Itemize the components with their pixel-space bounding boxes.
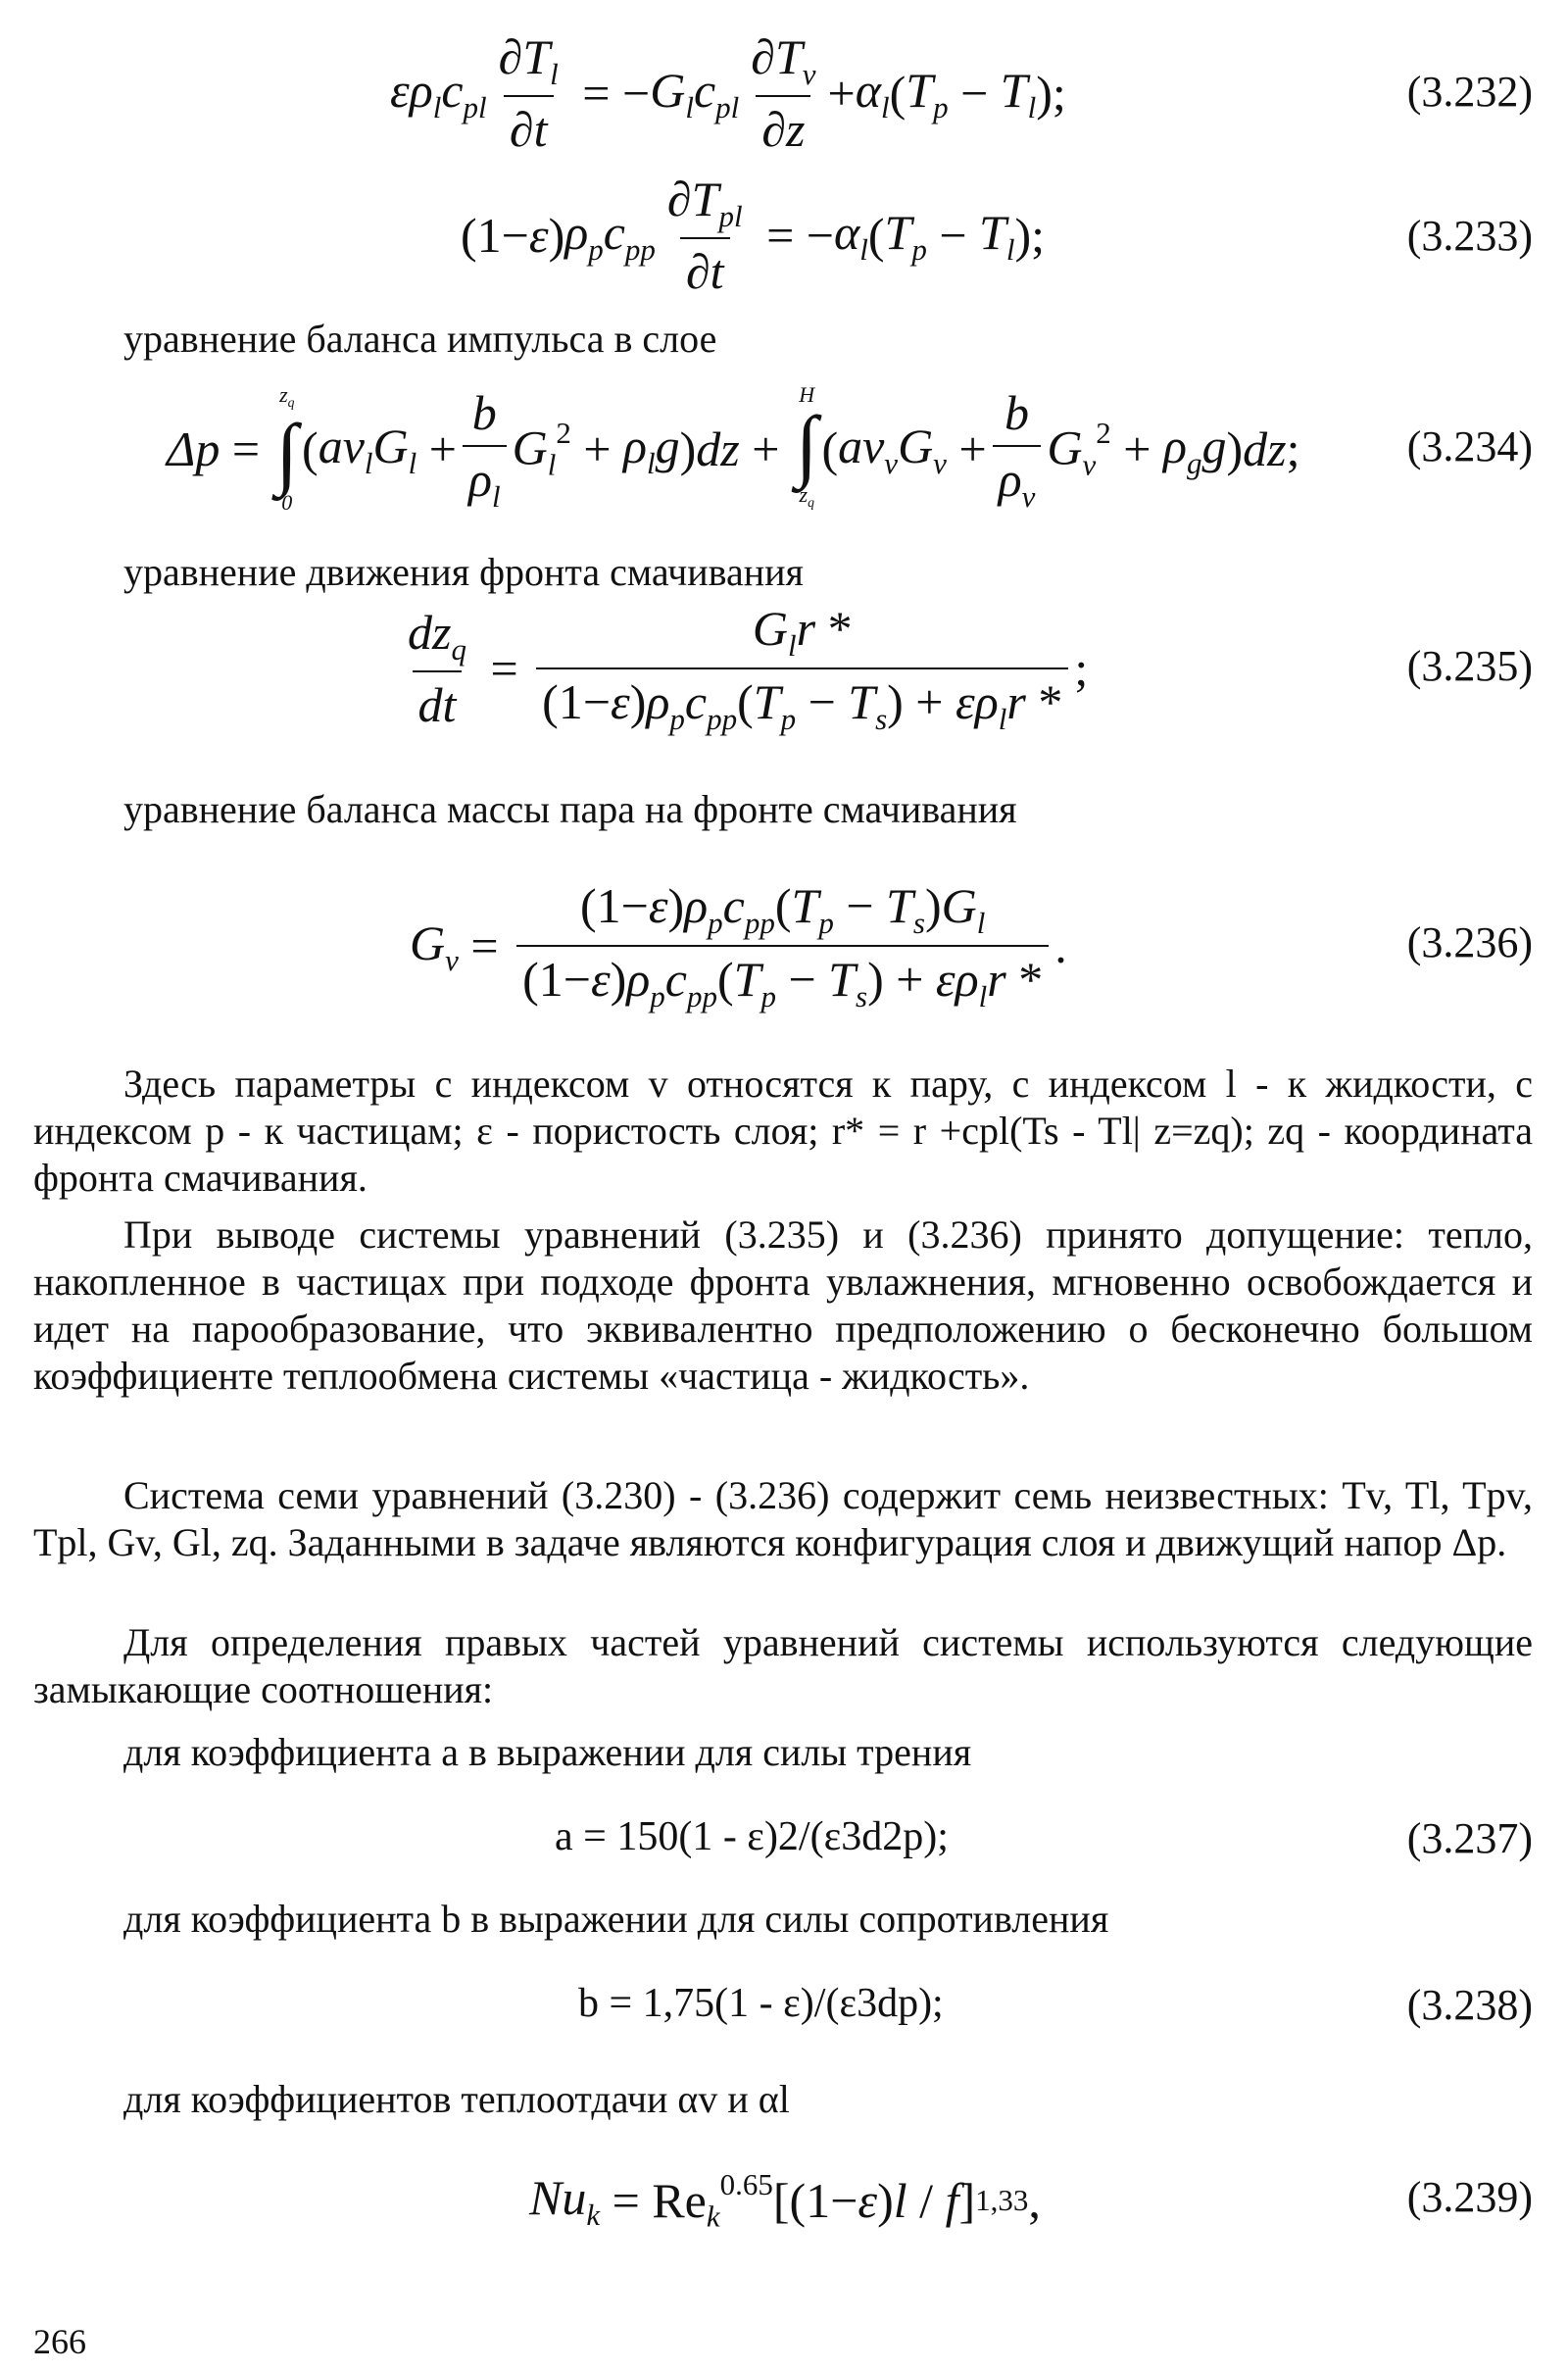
equation-number: (3.237) bbox=[1406, 1814, 1533, 1862]
paragraph-system bbox=[33, 1472, 1533, 1566]
equation-number: (3.234) bbox=[1406, 422, 1533, 470]
equation-number: (3.235) bbox=[1406, 642, 1533, 690]
equation-3-234: Δp = $z_q$ ∫ 0 ( $av_lG_l$ + $\frac{b}{\rho_l}$ $G_l^2$ + $\rho_lg$ ) dz + H ∫ $z_q$ ( $av_vG_v$ + $\frac{b}{\rho_v}$ $G_v^2$ + $\rho_gg$ ) dz ; (3.234) bbox=[167, 382, 1533, 515]
label-heat-transfer-coefficients: для коэффициентов теплоотдачи αv и αl bbox=[123, 2077, 790, 2121]
equation-number: (3.232) bbox=[1406, 68, 1533, 116]
equation-3-236: $G_v$ = $\frac{(1-\varepsilon)\rho_pc_{pp}(T_p - T_s)G_l}{(1-\varepsilon)\rho_pc_{pp}(T_p - T_s) + \varepsilon\rho_lr *}$ . (3.236) bbox=[410, 878, 1533, 1013]
label-front-motion: уравнение движения фронта смачивания bbox=[123, 550, 804, 594]
equation-3-235: $\frac{dz_q}{dt}$ = $\frac{G_lr *}{(1-\varepsilon)\rho_pc_{pp}(T_p - T_s) + \varepsilon\rho_lr *}$ ; (3.235) bbox=[408, 601, 1533, 736]
paragraph-text: Система семи уравнений (3.230) - (3.236) содержит семь неизвестных: Tv, Tl, Tpv, Tpl, Gv, Gl, zq. Заданными в задаче являются конфигурация слоя и движущий напор Δp. bbox=[33, 1473, 1533, 1564]
paragraph-text: Здесь параметры с индексом v относятся к пару, с индексом l - к жидкости, с индексом p - к частицам; ε - пористость слоя; r* = r +cpl(Ts - Tl| z=zq); zq - координата фронта смачивания. bbox=[33, 1062, 1533, 1200]
page-number: 266 bbox=[33, 2322, 86, 2361]
paragraph-parameters bbox=[33, 1061, 1533, 1202]
paragraph-closure bbox=[33, 1619, 1533, 1713]
equation-3-238 bbox=[0, 1980, 1568, 2039]
equation-3-239: $Nu_k$ = Re $_k^{0.65}$ [(1− ε ) l / f ] 1,33 , (3.239) bbox=[529, 2166, 1533, 2234]
label-coefficient-a: для коэффициента a в выражении для силы трения bbox=[123, 1730, 972, 1774]
equation-number: (3.233) bbox=[1406, 212, 1533, 260]
formula-a: a = 150(1 - ε)2/(ε3d2p); bbox=[555, 1814, 949, 1859]
label-coefficient-b: для коэффициента b в выражении для силы сопротивления bbox=[123, 1897, 1109, 1941]
paragraph-text: Для определения правых частей уравнений системы используются следующие замыкающие соотношения: bbox=[33, 1620, 1533, 1711]
paragraph-text: При выводе системы уравнений (3.235) и (3.236) принято допущение: тепло, накопленное в частицах при подходе фронта увлажнения, мгновенно освобождается и идет на парообразование, что эквивалентно предположению о бесконечно большом коэффициенте теплообмена системы «частица - жидкость». bbox=[33, 1212, 1533, 1398]
label-vapor-mass-balance: уравнение баланса массы пара на фронте смачивания bbox=[123, 787, 1017, 831]
equation-3-233: (1− ε ) $\rho_pc_{pp}$ $\frac{\partial T_{pl}}{\partial t}$ = − $\alpha_l$ ( $T_p$ − $T_l$ ); (3.233) bbox=[461, 171, 1533, 300]
equation-number: (3.238) bbox=[1406, 1981, 1533, 2029]
formula-b: b = 1,75(1 - ε)/(ε3dp); bbox=[578, 1981, 944, 2026]
equation-number: (3.236) bbox=[1406, 918, 1533, 966]
label-momentum-balance: уравнение баланса импульса в слое bbox=[123, 317, 717, 361]
equation-3-232: $\varepsilon\rho_lc_{pl}$ $\frac{\partial T_l}{\partial t}$ = − $G_lc_{pl}$ $\frac{\partial T_v}{\partial z}$ + $\alpha_l$ ( $T_p$ − $T_l$ ); (3.232) bbox=[390, 28, 1533, 158]
equation-3-237 bbox=[0, 1813, 1568, 1872]
equation-number: (3.239) bbox=[1406, 2173, 1533, 2221]
paragraph-assumption bbox=[33, 1211, 1533, 1400]
